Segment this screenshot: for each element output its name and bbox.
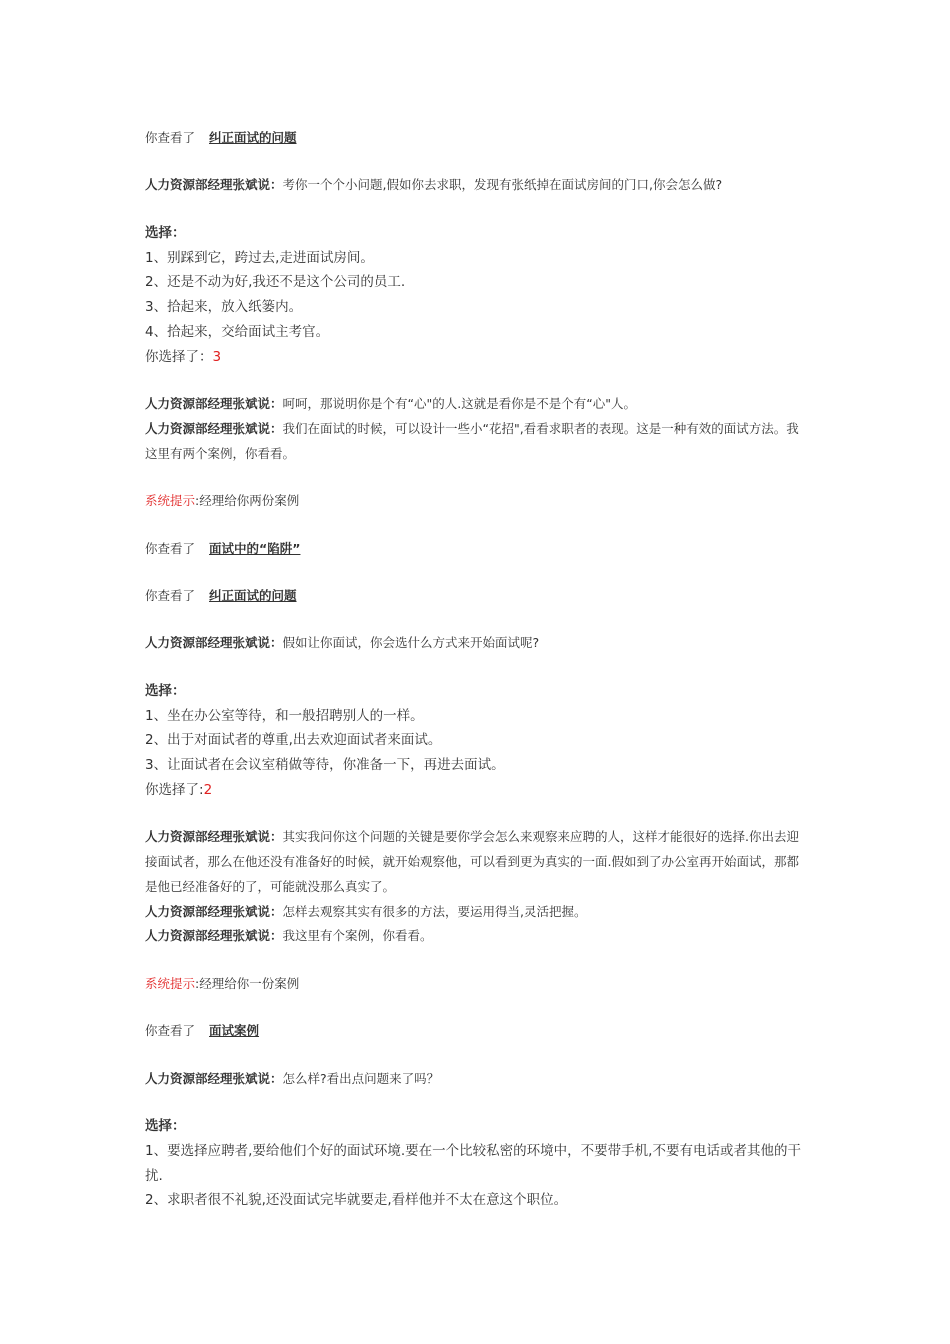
system-tip: 系统提示:经理给你两份案例 — [145, 493, 300, 509]
dialog-question: 人力资源部经理张斌说：假如让你面试，你会选什么方式来开始面试呢? — [145, 635, 540, 651]
document-body — [145, 126, 810, 1213]
dialog-question: 人力资源部经理张斌说：怎么样?看出点问题来了吗？ — [145, 1070, 440, 1086]
link-interview-traps[interactable]: 面试中的“陷阱” — [209, 540, 301, 556]
option[interactable]: 2、还是不动为好,我还不是这个公司的员工. — [145, 274, 406, 291]
system-tip: 系统提示:经理给你一份案例 — [145, 975, 300, 991]
option[interactable]: 4、拾起来，交给面试主考官。 — [145, 323, 330, 340]
link-correct-interview-problem[interactable]: 纠正面试的问题 — [209, 587, 297, 603]
option[interactable]: 3、拾起来，放入纸篓内。 — [145, 299, 303, 316]
option[interactable]: 3、让面试者在会议室稍做等待，你准备一下，再进去面试。 — [145, 757, 505, 774]
dialog-reply: 人力资源部经理张斌说：我们在面试的时候，可以设计一些小“花招",看看求职者的表现。这是一种有效的面试方法。我这里有两个案例，你看看。 — [145, 420, 799, 461]
dialog-reply: 人力资源部经理张斌说：呵呵，那说明你是个有“心"的人.这就是看你是不是个有“心"人。 — [145, 396, 636, 412]
choose-heading: 选择： — [145, 1118, 186, 1135]
option[interactable]: 2、求职者很不礼貌,还没面试完毕就要走,看样他并不太在意这个职位。 — [145, 1192, 568, 1209]
dialog-reply: 人力资源部经理张斌说：怎样去观察其实有很多的方法，要运用得当,灵活把握。 — [145, 903, 587, 919]
option[interactable]: 1、坐在办公室等待，和一般招聘别人的一样。 — [145, 707, 424, 724]
option[interactable]: 1、要选择应聘者,要给他们个好的面试环境.要在一个比较私密的环境中，不要带手机,不要有电话或者其他的干扰. — [145, 1142, 801, 1184]
dialog-reply: 人力资源部经理张斌说：其实我问你这个问题的关键是要你学会怎么来观察来应聘的人，这样才能很好的选择.你出去迎接面试者，那么在他还没有准备好的时候，就开始观察他，可以看到更为真实的一面.假如到了办公室再开始面试，那都是他已经准备好的了，可能就没那么真实了。 — [145, 829, 799, 894]
chosen-value: 2 — [203, 781, 213, 798]
option[interactable]: 2、出于对面试者的尊重,出去欢迎面试者来面试。 — [145, 732, 442, 749]
chosen-answer: 你选择了：3 — [145, 348, 222, 365]
choose-heading: 选择： — [145, 682, 186, 699]
chosen-answer: 你选择了:2 — [145, 781, 213, 798]
dialog-reply: 人力资源部经理张斌说：我这里有个案例，你看看。 — [145, 928, 433, 944]
choose-heading: 选择： — [145, 224, 186, 241]
link-correct-interview-problem[interactable]: 纠正面试的问题 — [209, 130, 297, 145]
viewed-line: 你查看了 面试案例 — [145, 1023, 260, 1039]
viewed-line: 你查看了 面试中的“陷阱” — [145, 540, 301, 556]
dialog-question: 人力资源部经理张斌说：考你一个个小问题,假如你去求职，发现有张纸掉在面试房间的门口,你会怎么做? — [145, 177, 723, 193]
viewed-line: 你查看了 纠正面试的问题 — [145, 130, 297, 145]
speaker-label: 人力资源部经理张斌说： — [145, 177, 283, 193]
link-interview-case[interactable]: 面试案例 — [209, 1023, 260, 1039]
chosen-value: 3 — [212, 348, 222, 365]
viewed-line: 你查看了 纠正面试的问题 — [145, 587, 297, 603]
option[interactable]: 1、别踩到它，跨过去,走进面试房间。 — [145, 249, 374, 266]
